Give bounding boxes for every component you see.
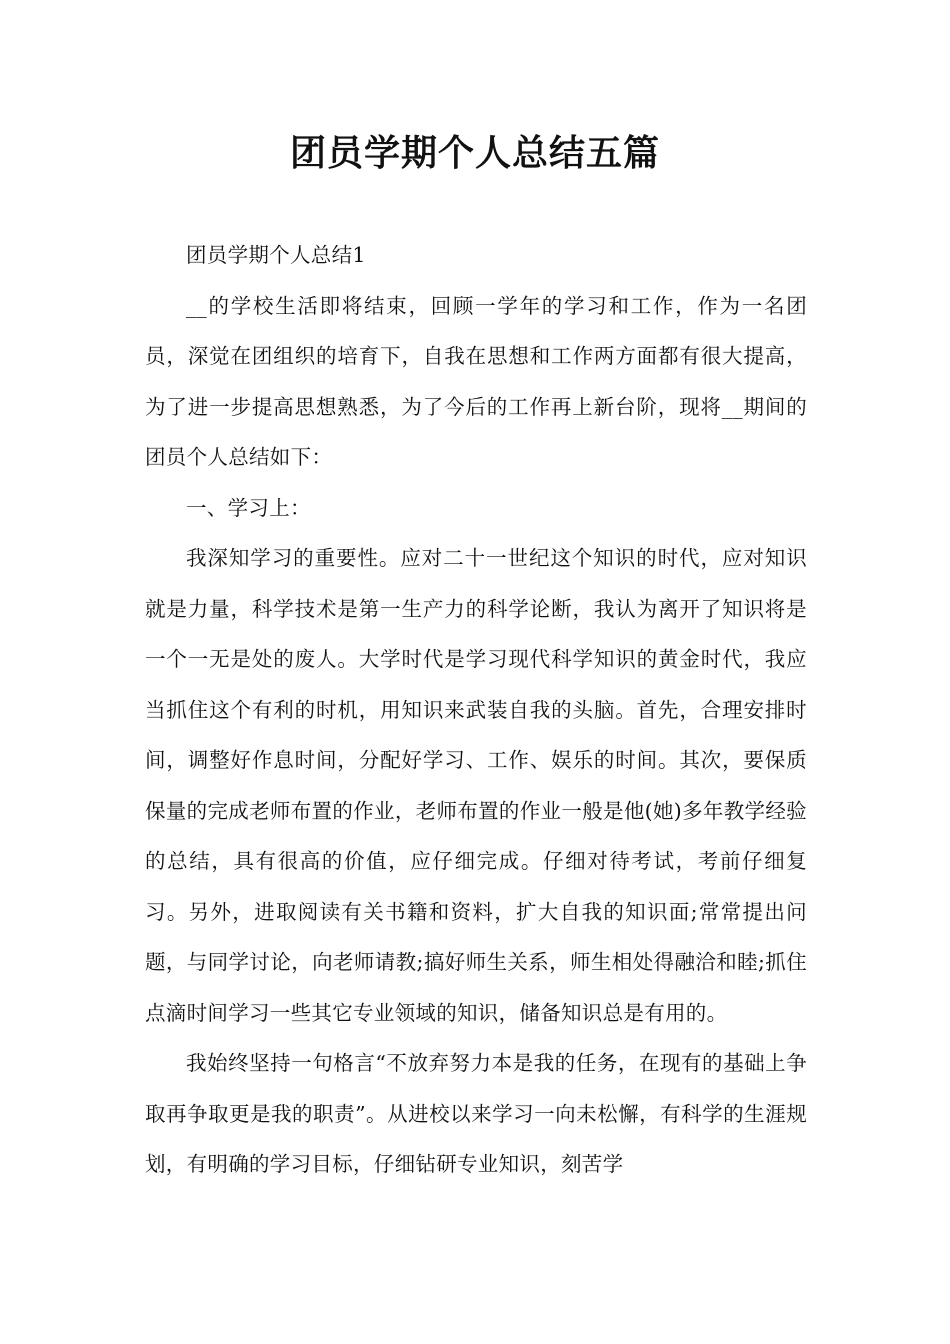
subsection-heading: 一、学习上：	[186, 495, 311, 520]
body-paragraph: 我始终坚持一句格言“不放弃努力本是我的任务，在现有的基础上争取再争取更是我的职责”。从进校以来学习一向未松懈，有科学的生涯规划，有明确的学习目标，仔细钻研专业知识，刻苦学	[145, 1051, 807, 1176]
body-paragraph: 我深知学习的重要性。应对二十一世纪这个知识的时代，应对知识就是力量，科学技术是第一生产力的科学论断，我认为离开了知识将是一个一无是处的废人。大学时代是学习现代科学知识的黄金时代，我应当抓住这个有利的时机，用知识来武装自我的头脑。首先，合理安排时间，调整好作息时间，分配好学习、工作、娱乐的时间。其次，要保质保量的完成老师布置的作业，老师布置的作业一般是他(她)多年教学经验的总结，具有很高的价值，应仔细完成。仔细对待考试，考前仔细复习。另外，进取阅读有关书籍和资料，扩大自我的知识面;常常提出问题，与同学讨论，向老师请教;搞好师生关系，师生相处得融洽和睦;抓住点滴时间学习一些其它专业领域的知识，储备知识总是有用的。	[145, 546, 807, 1025]
document-title: 团员学期个人总结五篇	[289, 133, 660, 174]
section-heading: 团员学期个人总结1	[186, 243, 366, 267]
document-body	[145, 230, 807, 1190]
intro-paragraph: __的学校生活即将结束，回顾一学年的学习和工作，作为一名团员，深觉在团组织的培育下，自我在思想和工作两方面都有很大提高，为了进一步提高思想熟悉，为了今后的工作再上新台阶，现将__期间的团员个人总结如下：	[145, 293, 807, 469]
